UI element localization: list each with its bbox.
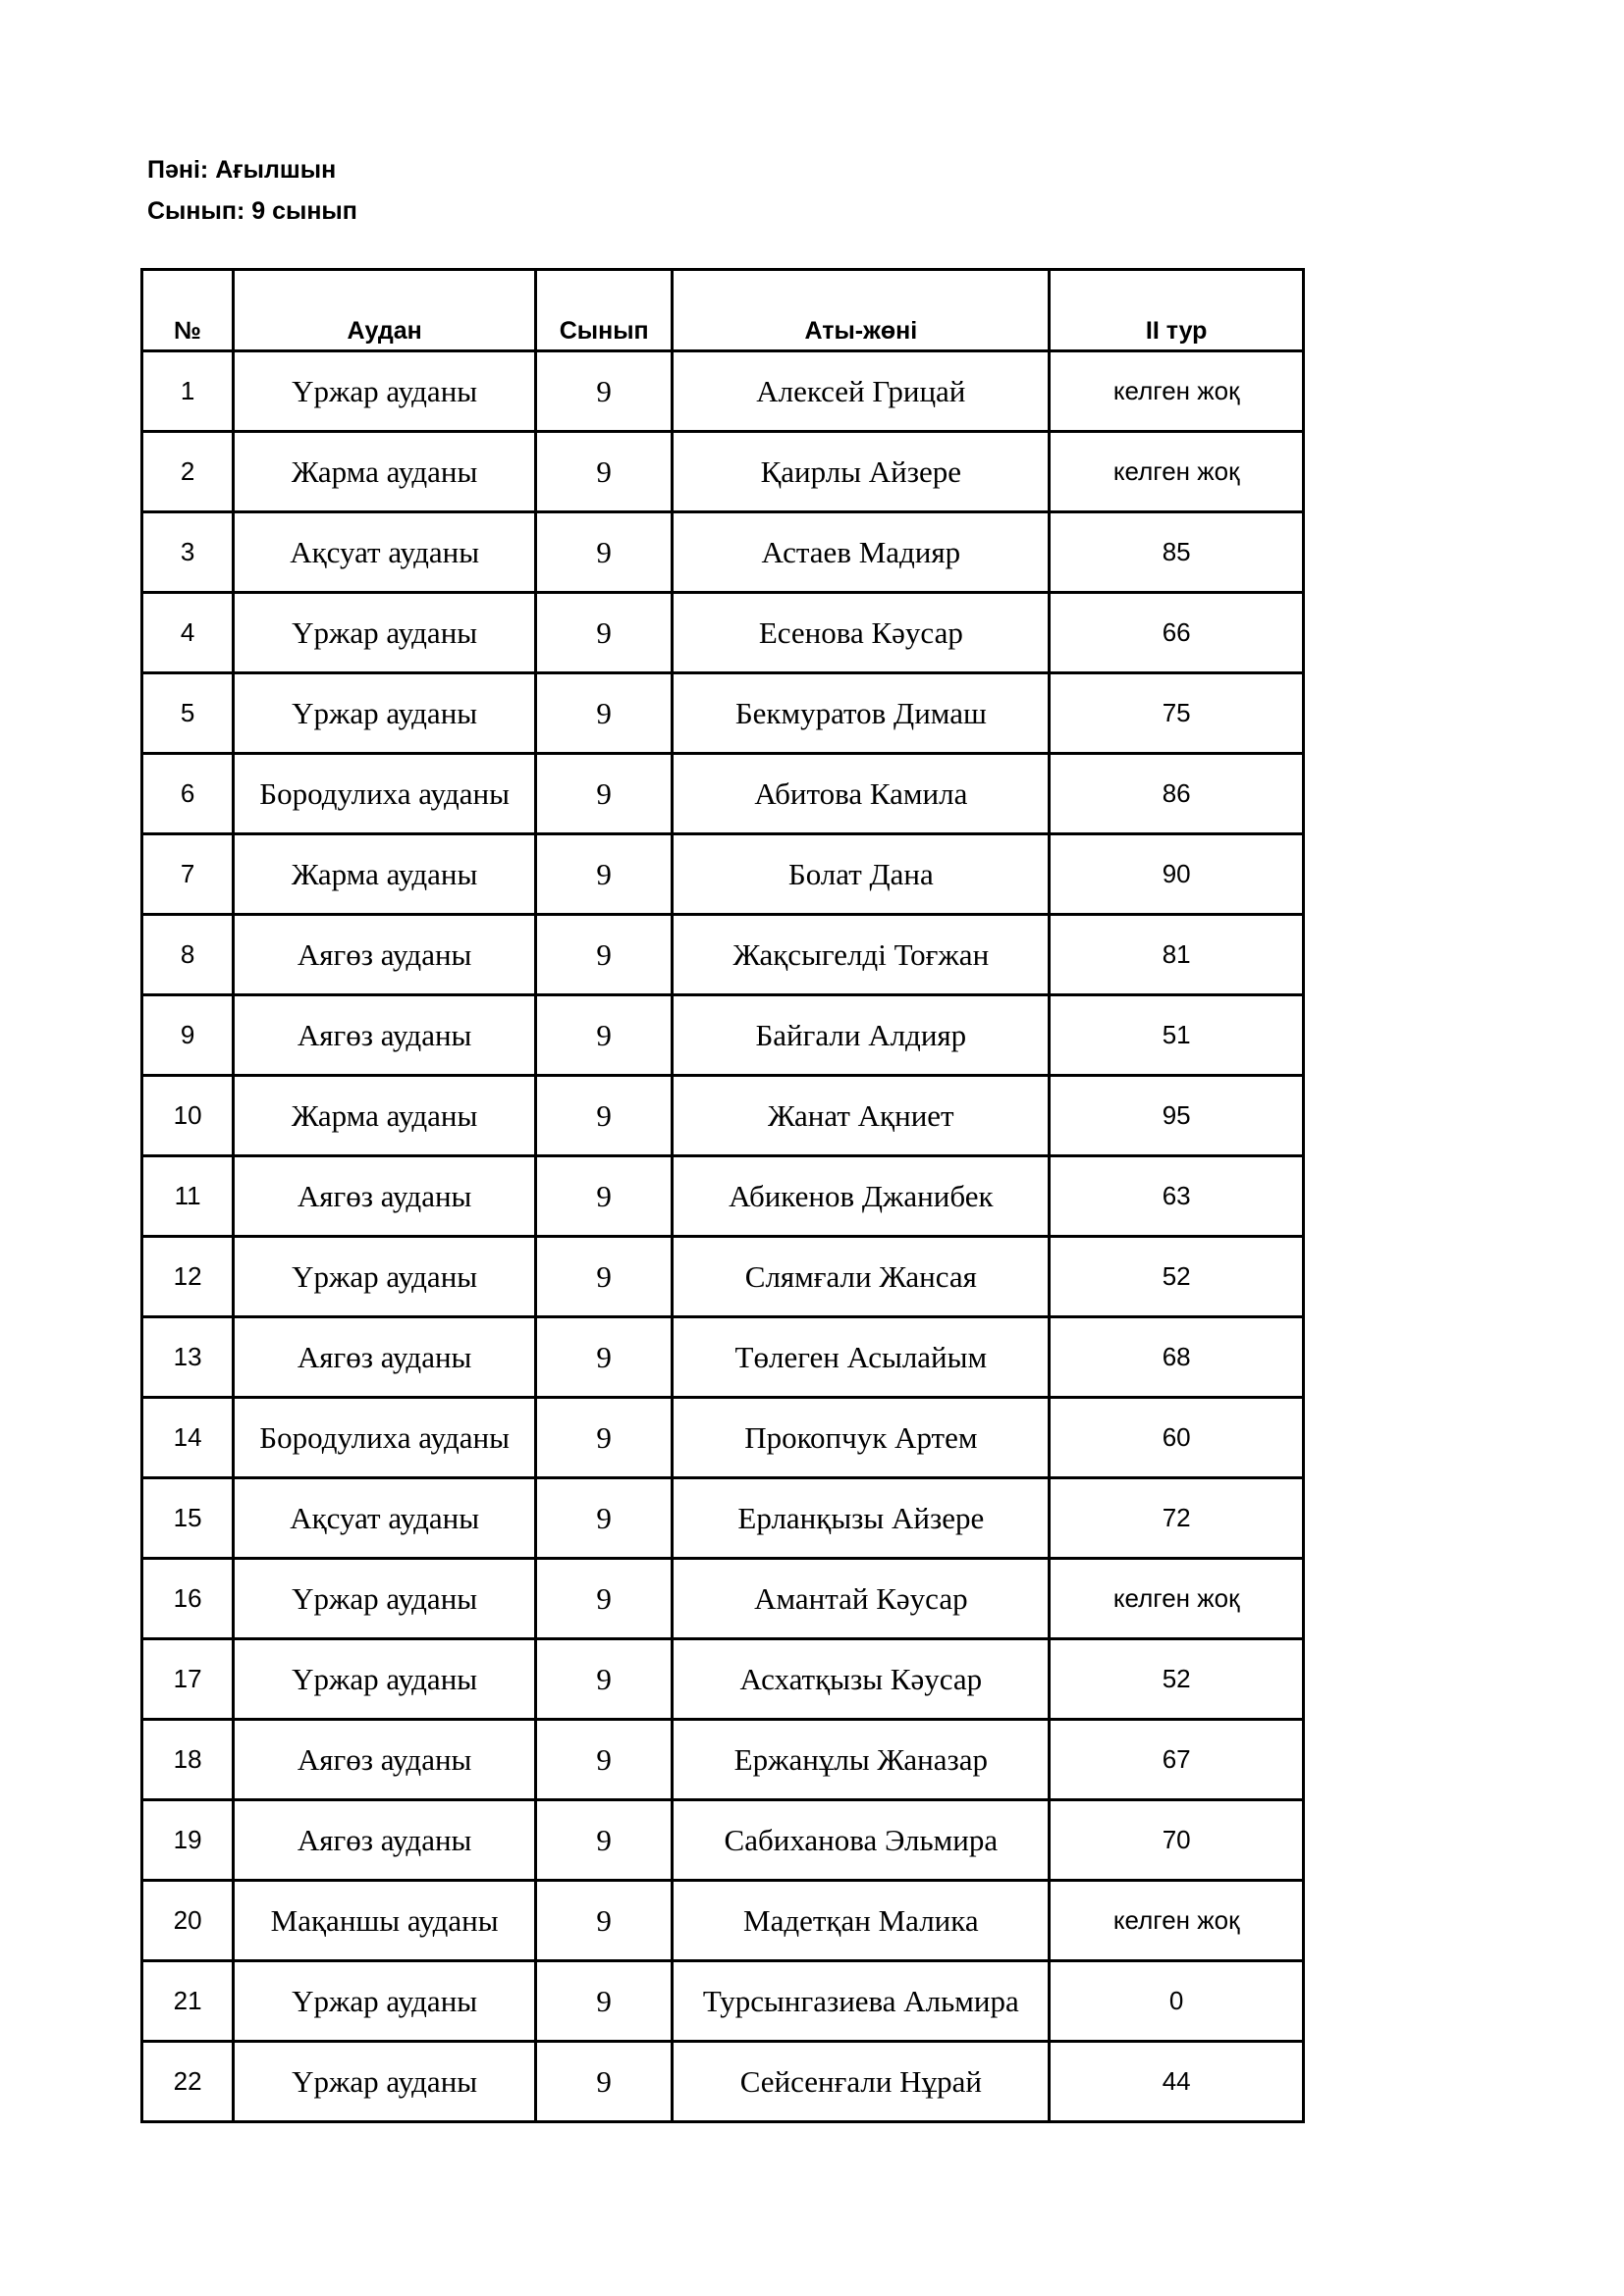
student-name-cell: Абикенов Джанибек xyxy=(673,1156,1050,1237)
grade-cell: 9 xyxy=(536,1237,673,1317)
grade-cell: 9 xyxy=(536,995,673,1076)
row-number-cell: 15 xyxy=(142,1478,234,1559)
district-cell: Үржар ауданы xyxy=(234,673,536,754)
class-label: Сынып: 9 сынып xyxy=(147,197,357,225)
student-name-cell: Байгали Алдияр xyxy=(673,995,1050,1076)
column-header-score: II тур xyxy=(1050,270,1304,351)
score-cell: 63 xyxy=(1050,1156,1304,1237)
row-number-cell: 17 xyxy=(142,1639,234,1720)
district-cell: Үржар ауданы xyxy=(234,1237,536,1317)
row-number-cell: 8 xyxy=(142,915,234,995)
score-cell: келген жоқ xyxy=(1050,351,1304,432)
table-row xyxy=(142,593,1304,673)
student-name-cell: Жанат Ақниет xyxy=(673,1076,1050,1156)
student-name-cell: Турсынгазиева Альмира xyxy=(673,1961,1050,2042)
table-row xyxy=(142,754,1304,834)
student-name-cell: Абитова Камила xyxy=(673,754,1050,834)
student-name-cell: Слямғали Жансая xyxy=(673,1237,1050,1317)
row-number-cell: 6 xyxy=(142,754,234,834)
student-name-cell: Жақсыгелді Тоғжан xyxy=(673,915,1050,995)
table-row xyxy=(142,1559,1304,1639)
score-cell: келген жоқ xyxy=(1050,1881,1304,1961)
table-row xyxy=(142,915,1304,995)
row-number-cell: 9 xyxy=(142,995,234,1076)
score-cell: 44 xyxy=(1050,2042,1304,2122)
district-cell: Үржар ауданы xyxy=(234,351,536,432)
student-name-cell: Қаирлы Айзере xyxy=(673,432,1050,512)
student-name-cell: Төлеген Асылайым xyxy=(673,1317,1050,1398)
student-name-cell: Ержанұлы Жаназар xyxy=(673,1720,1050,1800)
score-cell: келген жоқ xyxy=(1050,432,1304,512)
district-cell: Үржар ауданы xyxy=(234,1559,536,1639)
score-cell: 72 xyxy=(1050,1478,1304,1559)
student-name-cell: Сейсенғали Нұрай xyxy=(673,2042,1050,2122)
score-cell: 75 xyxy=(1050,673,1304,754)
row-number-cell: 7 xyxy=(142,834,234,915)
student-name-cell: Мадетқан Малика xyxy=(673,1881,1050,1961)
table-body xyxy=(142,351,1304,2122)
grade-cell: 9 xyxy=(536,1961,673,2042)
grade-cell: 9 xyxy=(536,1076,673,1156)
table-row xyxy=(142,1800,1304,1881)
results-table xyxy=(140,268,1305,2123)
table-row xyxy=(142,1881,1304,1961)
student-name-cell: Ерланқызы Айзере xyxy=(673,1478,1050,1559)
row-number-cell: 13 xyxy=(142,1317,234,1398)
subject-label: Пәні: Ағылшын xyxy=(147,156,337,184)
score-cell: 81 xyxy=(1050,915,1304,995)
district-cell: Үржар ауданы xyxy=(234,1639,536,1720)
student-name-cell: Алексей Грицай xyxy=(673,351,1050,432)
grade-cell: 9 xyxy=(536,1317,673,1398)
score-cell: 51 xyxy=(1050,995,1304,1076)
table-row xyxy=(142,673,1304,754)
grade-cell: 9 xyxy=(536,1720,673,1800)
grade-cell: 9 xyxy=(536,593,673,673)
grade-cell: 9 xyxy=(536,1639,673,1720)
table-row xyxy=(142,1961,1304,2042)
score-cell: келген жоқ xyxy=(1050,1559,1304,1639)
row-number-cell: 21 xyxy=(142,1961,234,2042)
grade-cell: 9 xyxy=(536,1156,673,1237)
district-cell: Бородулиха ауданы xyxy=(234,1398,536,1478)
row-number-cell: 18 xyxy=(142,1720,234,1800)
grade-cell: 9 xyxy=(536,834,673,915)
score-cell: 52 xyxy=(1050,1639,1304,1720)
grade-cell: 9 xyxy=(536,432,673,512)
table-header-row xyxy=(142,270,1304,351)
student-name-cell: Есенова Кәусар xyxy=(673,593,1050,673)
district-cell: Жарма ауданы xyxy=(234,432,536,512)
district-cell: Аягөз ауданы xyxy=(234,1317,536,1398)
table-row xyxy=(142,351,1304,432)
score-cell: 85 xyxy=(1050,512,1304,593)
district-cell: Ақсуат ауданы xyxy=(234,512,536,593)
table-row xyxy=(142,432,1304,512)
student-name-cell: Асхатқызы Кәусар xyxy=(673,1639,1050,1720)
district-cell: Үржар ауданы xyxy=(234,2042,536,2122)
district-cell: Үржар ауданы xyxy=(234,1961,536,2042)
table-row xyxy=(142,1398,1304,1478)
district-cell: Аягөз ауданы xyxy=(234,915,536,995)
table-row xyxy=(142,1639,1304,1720)
table-row xyxy=(142,1317,1304,1398)
district-cell: Аягөз ауданы xyxy=(234,995,536,1076)
district-cell: Үржар ауданы xyxy=(234,593,536,673)
grade-cell: 9 xyxy=(536,673,673,754)
row-number-cell: 4 xyxy=(142,593,234,673)
row-number-cell: 12 xyxy=(142,1237,234,1317)
grade-cell: 9 xyxy=(536,754,673,834)
student-name-cell: Болат Дана xyxy=(673,834,1050,915)
grade-cell: 9 xyxy=(536,1881,673,1961)
table-row xyxy=(142,834,1304,915)
grade-cell: 9 xyxy=(536,1800,673,1881)
district-cell: Жарма ауданы xyxy=(234,834,536,915)
student-name-cell: Прокопчук Артем xyxy=(673,1398,1050,1478)
district-cell: Ақсуат ауданы xyxy=(234,1478,536,1559)
table-row xyxy=(142,512,1304,593)
table-row xyxy=(142,2042,1304,2122)
grade-cell: 9 xyxy=(536,351,673,432)
district-cell: Аягөз ауданы xyxy=(234,1156,536,1237)
score-cell: 66 xyxy=(1050,593,1304,673)
row-number-cell: 20 xyxy=(142,1881,234,1961)
table-row xyxy=(142,1237,1304,1317)
district-cell: Мақаншы ауданы xyxy=(234,1881,536,1961)
student-name-cell: Амантай Кәусар xyxy=(673,1559,1050,1639)
table-row xyxy=(142,1076,1304,1156)
row-number-cell: 10 xyxy=(142,1076,234,1156)
column-header-name: Аты-жөні xyxy=(673,270,1050,351)
table-row xyxy=(142,995,1304,1076)
row-number-cell: 16 xyxy=(142,1559,234,1639)
grade-cell: 9 xyxy=(536,2042,673,2122)
row-number-cell: 19 xyxy=(142,1800,234,1881)
score-cell: 90 xyxy=(1050,834,1304,915)
score-cell: 67 xyxy=(1050,1720,1304,1800)
score-cell: 52 xyxy=(1050,1237,1304,1317)
grade-cell: 9 xyxy=(536,1398,673,1478)
student-name-cell: Астаев Мадияр xyxy=(673,512,1050,593)
score-cell: 95 xyxy=(1050,1076,1304,1156)
row-number-cell: 14 xyxy=(142,1398,234,1478)
column-header-number: № xyxy=(142,270,234,351)
grade-cell: 9 xyxy=(536,1478,673,1559)
grade-cell: 9 xyxy=(536,512,673,593)
student-name-cell: Сабиханова Эльмира xyxy=(673,1800,1050,1881)
score-cell: 86 xyxy=(1050,754,1304,834)
column-header-district: Аудан xyxy=(234,270,536,351)
score-cell: 70 xyxy=(1050,1800,1304,1881)
row-number-cell: 3 xyxy=(142,512,234,593)
column-header-grade: Сынып xyxy=(536,270,673,351)
table-row xyxy=(142,1478,1304,1559)
document-header xyxy=(147,149,357,232)
district-cell: Бородулиха ауданы xyxy=(234,754,536,834)
score-cell: 60 xyxy=(1050,1398,1304,1478)
score-cell: 68 xyxy=(1050,1317,1304,1398)
row-number-cell: 11 xyxy=(142,1156,234,1237)
grade-cell: 9 xyxy=(536,1559,673,1639)
district-cell: Жарма ауданы xyxy=(234,1076,536,1156)
grade-cell: 9 xyxy=(536,915,673,995)
row-number-cell: 1 xyxy=(142,351,234,432)
score-cell: 0 xyxy=(1050,1961,1304,2042)
district-cell: Аягөз ауданы xyxy=(234,1800,536,1881)
district-cell: Аягөз ауданы xyxy=(234,1720,536,1800)
row-number-cell: 5 xyxy=(142,673,234,754)
row-number-cell: 2 xyxy=(142,432,234,512)
table-row xyxy=(142,1720,1304,1800)
table-row xyxy=(142,1156,1304,1237)
row-number-cell: 22 xyxy=(142,2042,234,2122)
student-name-cell: Бекмуратов Димаш xyxy=(673,673,1050,754)
